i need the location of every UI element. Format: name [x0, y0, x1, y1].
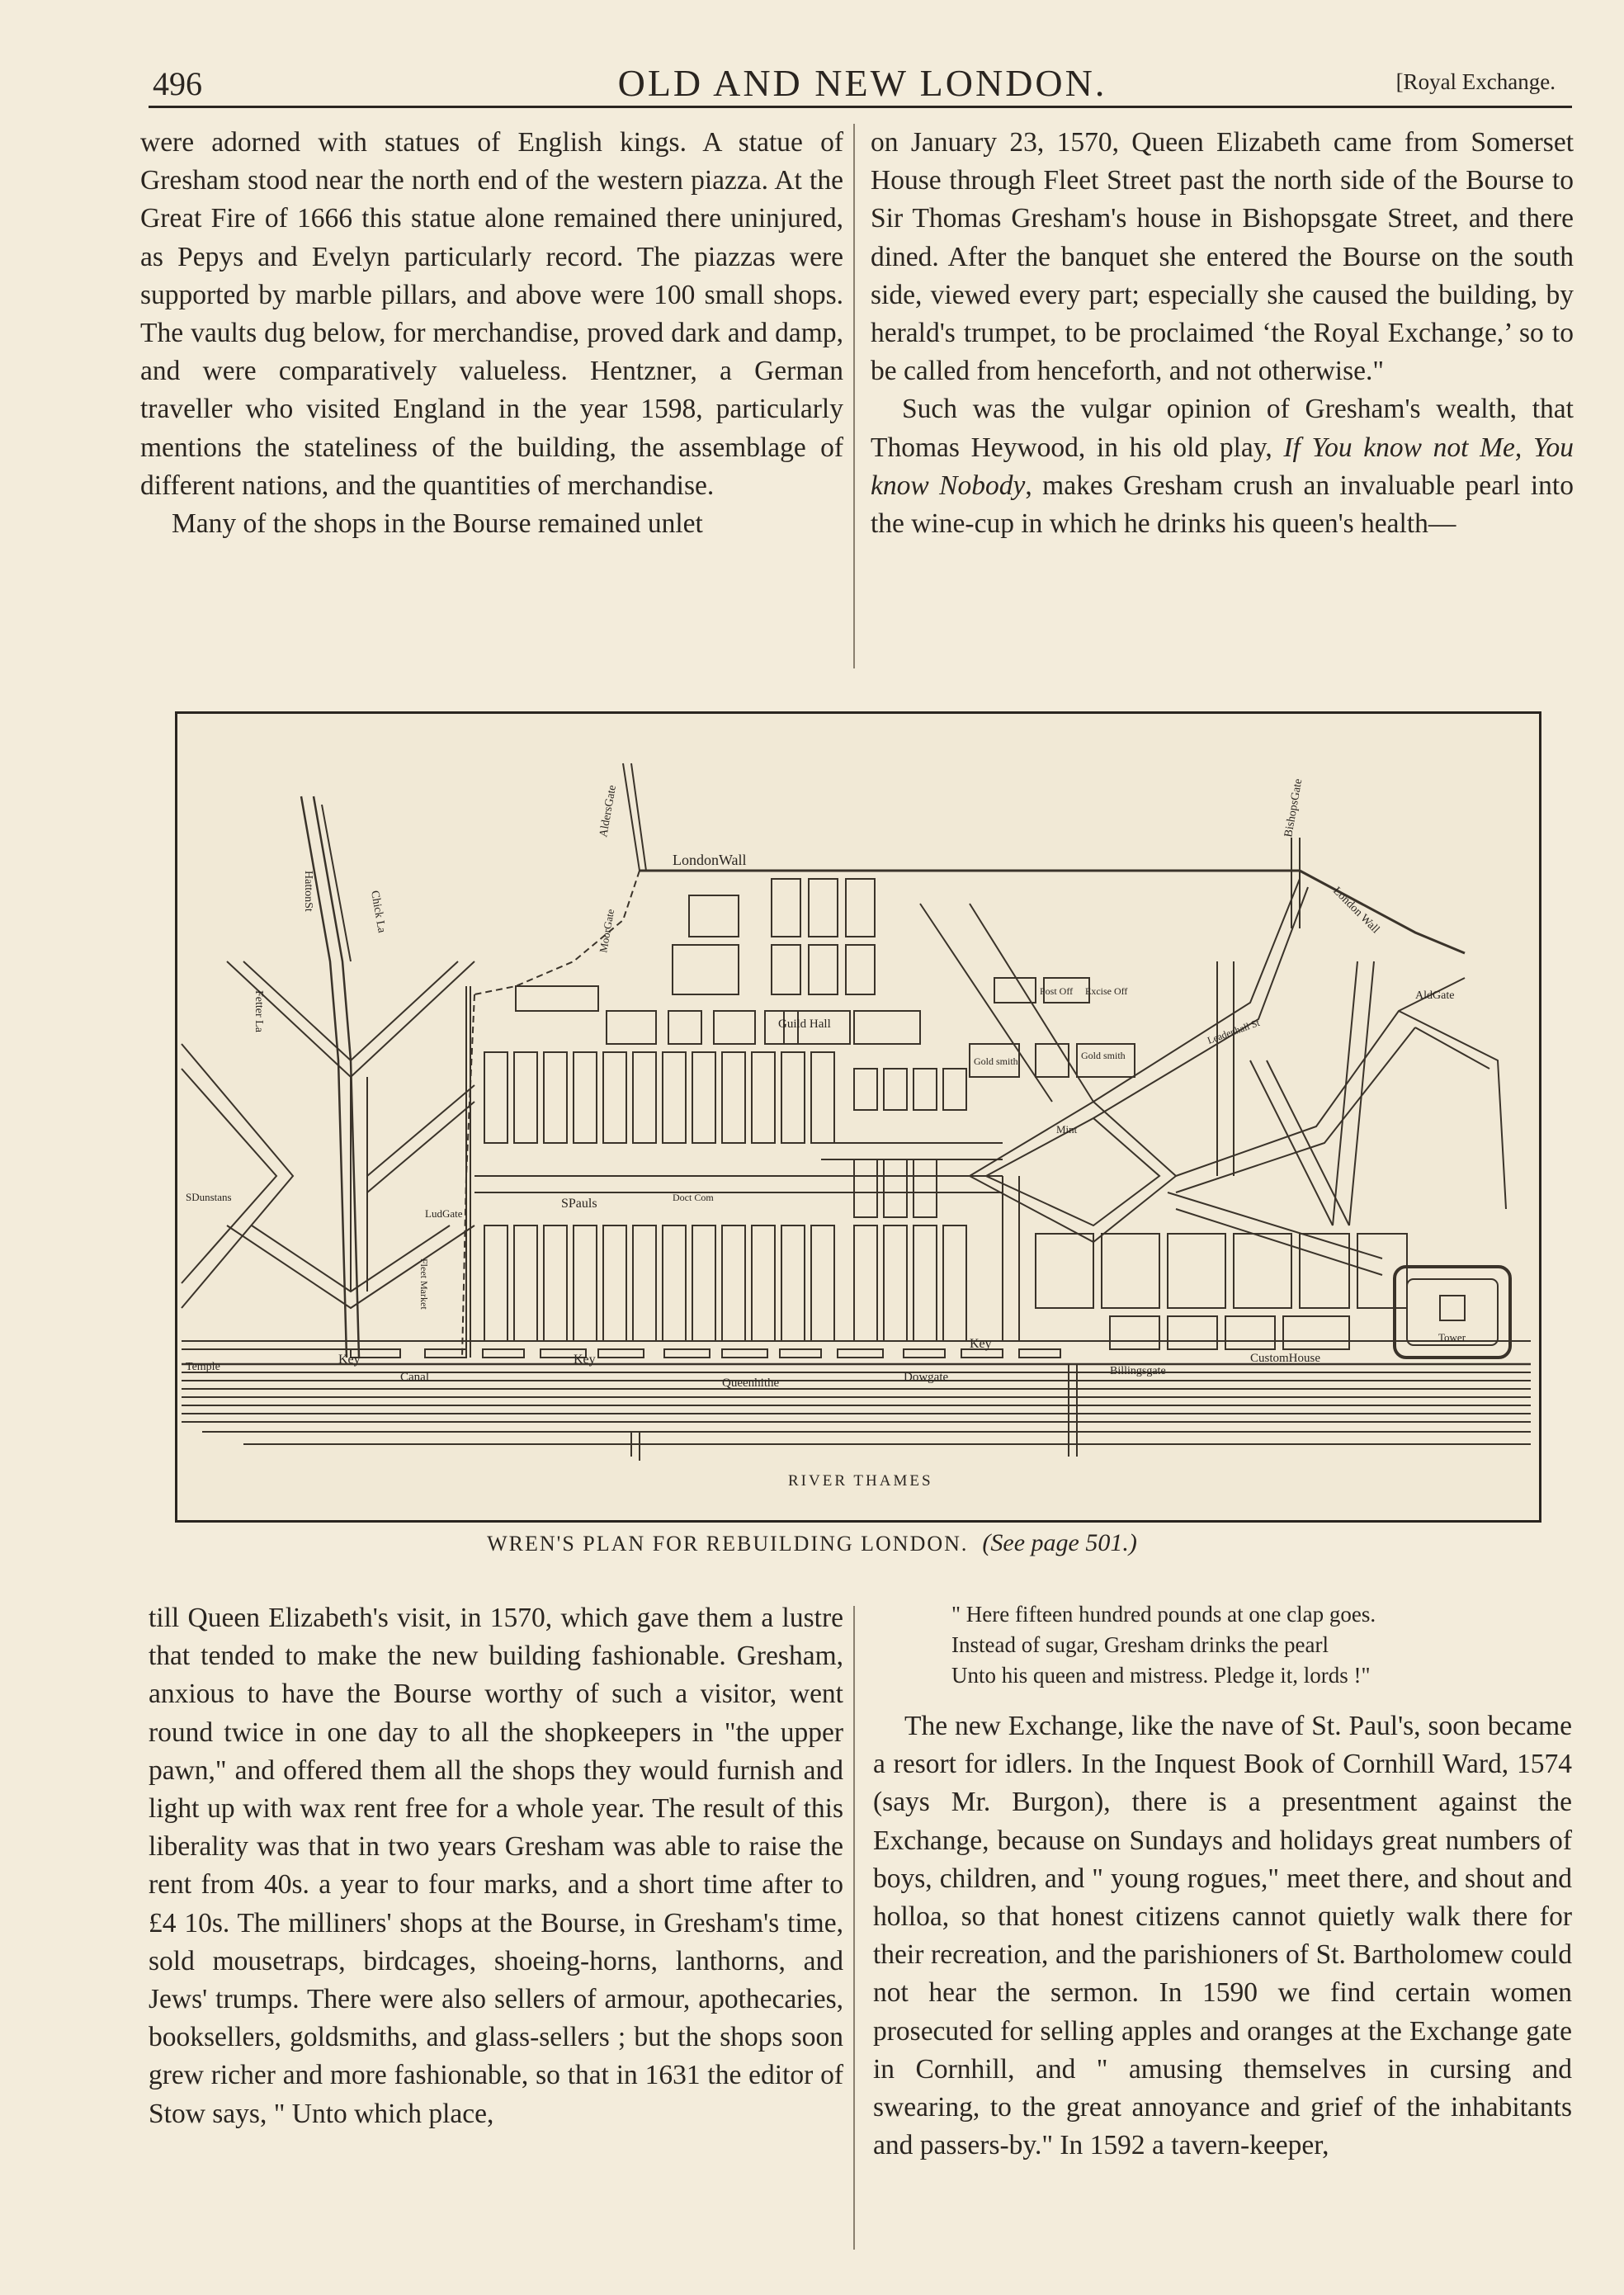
page-number: 496	[153, 65, 202, 102]
map-label-st-dunstans: SDunstans	[186, 1191, 232, 1203]
map-label-key-3: Key	[970, 1337, 992, 1351]
map-label-gold-smith-2: Gold smith	[1081, 1050, 1126, 1061]
page-header	[153, 56, 1572, 109]
verse-line: " Here fifteen hundred pounds at one clap goes.	[951, 1602, 1376, 1627]
text-run: , makes Gresham crush an invaluable pearl into the wine-cup in which he drinks his queen's health—	[871, 470, 1574, 540]
map-label-fetter-la: Fetter La	[253, 990, 265, 1032]
map-label-post-off: Post Off	[1040, 985, 1074, 997]
map-label-goldsmith: Gold smith	[974, 1055, 1018, 1067]
map-label-custom-house: CustomHouse	[1250, 1352, 1321, 1365]
map-label-river: RIVER THAMES	[788, 1472, 933, 1490]
map-label-billingsgate: Billingsgate	[1110, 1365, 1166, 1377]
map-label-temple: Temple	[186, 1361, 220, 1373]
paragraph-heywood	[871, 390, 1574, 543]
map-label-bishopsgate: BishopsGate	[1282, 777, 1305, 838]
map-label-aldersgate: AldersGate	[597, 784, 620, 838]
map-label-london-wall: LondonWall	[673, 852, 747, 868]
paragraph: Many of the shops in the Bourse remained unlet	[172, 508, 703, 540]
map-label-guild-hall: Guild Hall	[778, 1018, 831, 1031]
street-grid	[484, 879, 1407, 1349]
verse-quote	[951, 1599, 1572, 1691]
header-rule	[149, 106, 1572, 108]
column-top-right	[871, 124, 1574, 543]
caption-main: WREN'S PLAN FOR REBUILDING LONDON.	[487, 1532, 969, 1556]
map-label-leadenhall: Leadenhall St	[1206, 1016, 1262, 1046]
river-lines	[182, 1364, 1531, 1461]
caption-see: (See page 501.)	[982, 1529, 1137, 1556]
map-label-fleet-market: Fleet Market	[418, 1258, 430, 1310]
wren-plan-map	[177, 714, 1539, 1520]
map-label-canal: Canal	[400, 1371, 429, 1384]
map-label-mint: Mint	[1056, 1123, 1078, 1136]
map-label-london-wall-east: London Wall	[1330, 885, 1382, 937]
verse-line: Instead of sugar, Gresham drinks the pearl	[951, 1632, 1329, 1657]
map-label-tower: Tower	[1438, 1331, 1466, 1343]
paragraph: till Queen Elizabeth's visit, in 1570, which gave them a lustre that tended to make the new building fashionable. Gresham, anxious to have the Bourse worthy of such a visitor, went round twice in one day to all the shopkeepers in "the upper pawn," and offered them all the shops they would furnish and light up with wax rent free for a whole year. The result of this liberality was that in two years Gresham was able to raise the rent from 40s. a year to four marks, and a short time after to £4 10s. The milliners' shops at the Bourse, in Gresham's time, sold mousetraps, birdcages, shoeing-horns, lanthorns, and Jews' trumps. There were also sellers of armour, apothecaries, booksellers, goldsmiths, and glass-sellers ; but the shops soon grew richer and more fashionable, so that in 1631 the editor of Stow says, " Unto which place,	[149, 1603, 843, 2129]
map-label-hatton-st: HattonSt	[302, 871, 314, 912]
map-label-ludgate: LudGate	[425, 1207, 463, 1220]
map-label-excise-off: Excise Off	[1085, 985, 1128, 997]
map-label-doct-com: Doct Com	[673, 1192, 714, 1203]
verse-line: Unto his queen and mistress. Pledge it, lords !"	[951, 1663, 1371, 1688]
map-label-aldgate: AldGate	[1415, 989, 1455, 1002]
map-label-chick-la: Chick La	[368, 890, 388, 934]
paragraph: on January 23, 1570, Queen Elizabeth came from Somerset House through Fleet Street past the north side of the Bourse to Sir Thomas Gresham's house in Bishopsgate Street, and there dined. After the banquet she entered the Bourse on the south side, viewed every part; especially she caused the building, by herald's trumpet, to be proclaimed ‘the Royal Exchange,’ so to be called from henceforth, and not otherwise."	[871, 127, 1574, 387]
text-run: Such was the vulgar opinion of Gresham's wealth, that Thomas Heywood, in his old play,	[871, 394, 1574, 463]
diagonal-streets	[182, 763, 1531, 1358]
running-title: OLD AND NEW LONDON.	[617, 62, 1107, 104]
london-wall-line	[640, 871, 1465, 953]
map-label-moorgate: MoorGate	[597, 908, 617, 954]
tower-fortress	[1395, 1267, 1510, 1358]
map-label-queenhithe: Queenhithe	[722, 1377, 780, 1390]
paragraph: were adorned with statues of English kings. A statue of Gresham stood near the north end of the western piazza. At the Great Fire of 1666 this statue alone remained there uninjured, as Pepys and Evelyn particularly record. The piazzas were supported by marble pillars, and above were 100 small shops. The vaults dug below, for merchandise, proved dark and damp, and were comparatively valueless. Hentzner, a German traveller who visited England in the year 1598, particularly mentions the stateliness of the building, the assemblage of different nations, and the quantities of merchandise.	[140, 127, 843, 501]
map-illustration	[175, 711, 1541, 1523]
map-label-key-2: Key	[574, 1353, 596, 1367]
column-bottom-left	[149, 1599, 843, 2133]
figure-caption	[0, 1529, 1624, 1557]
map-label-key-1: Key	[338, 1353, 361, 1367]
quay-blocks	[351, 1349, 1060, 1358]
column-bottom-right	[873, 1599, 1572, 2165]
column-divider	[853, 1606, 855, 2250]
play-title: If You know not Me, You know Nobody	[871, 432, 1574, 501]
paragraph: The new Exchange, like the nave of St. Paul's, soon became a resort for idlers. In the Inquest Book of Cornhill Ward, 1574 (says Mr. Burgon), there is a presentment against the Exchange, because on Sundays and holidays great numbers of boys, children, and " young rogues," meet there, and shout and holloa, so that honest citizens cannot quietly walk there for their recreation, and the parishioners of St. Bartholomew could not hear the sermon. In 1590 we find certain women prosecuted for selling apples and oranges at the Exchange gate in Cornhill, and " amusing themselves in cursing and swearing, to the great annoyance and grief of the inhabitants and passers-by." In 1592 a tavern-keeper,	[873, 1711, 1572, 2161]
map-label-st-pauls: SPauls	[561, 1197, 597, 1211]
section-label: [Royal Exchange.	[1395, 69, 1556, 94]
column-divider	[853, 124, 855, 668]
column-top-left	[140, 124, 843, 543]
map-label-dowgate: Dowgate	[904, 1371, 949, 1384]
